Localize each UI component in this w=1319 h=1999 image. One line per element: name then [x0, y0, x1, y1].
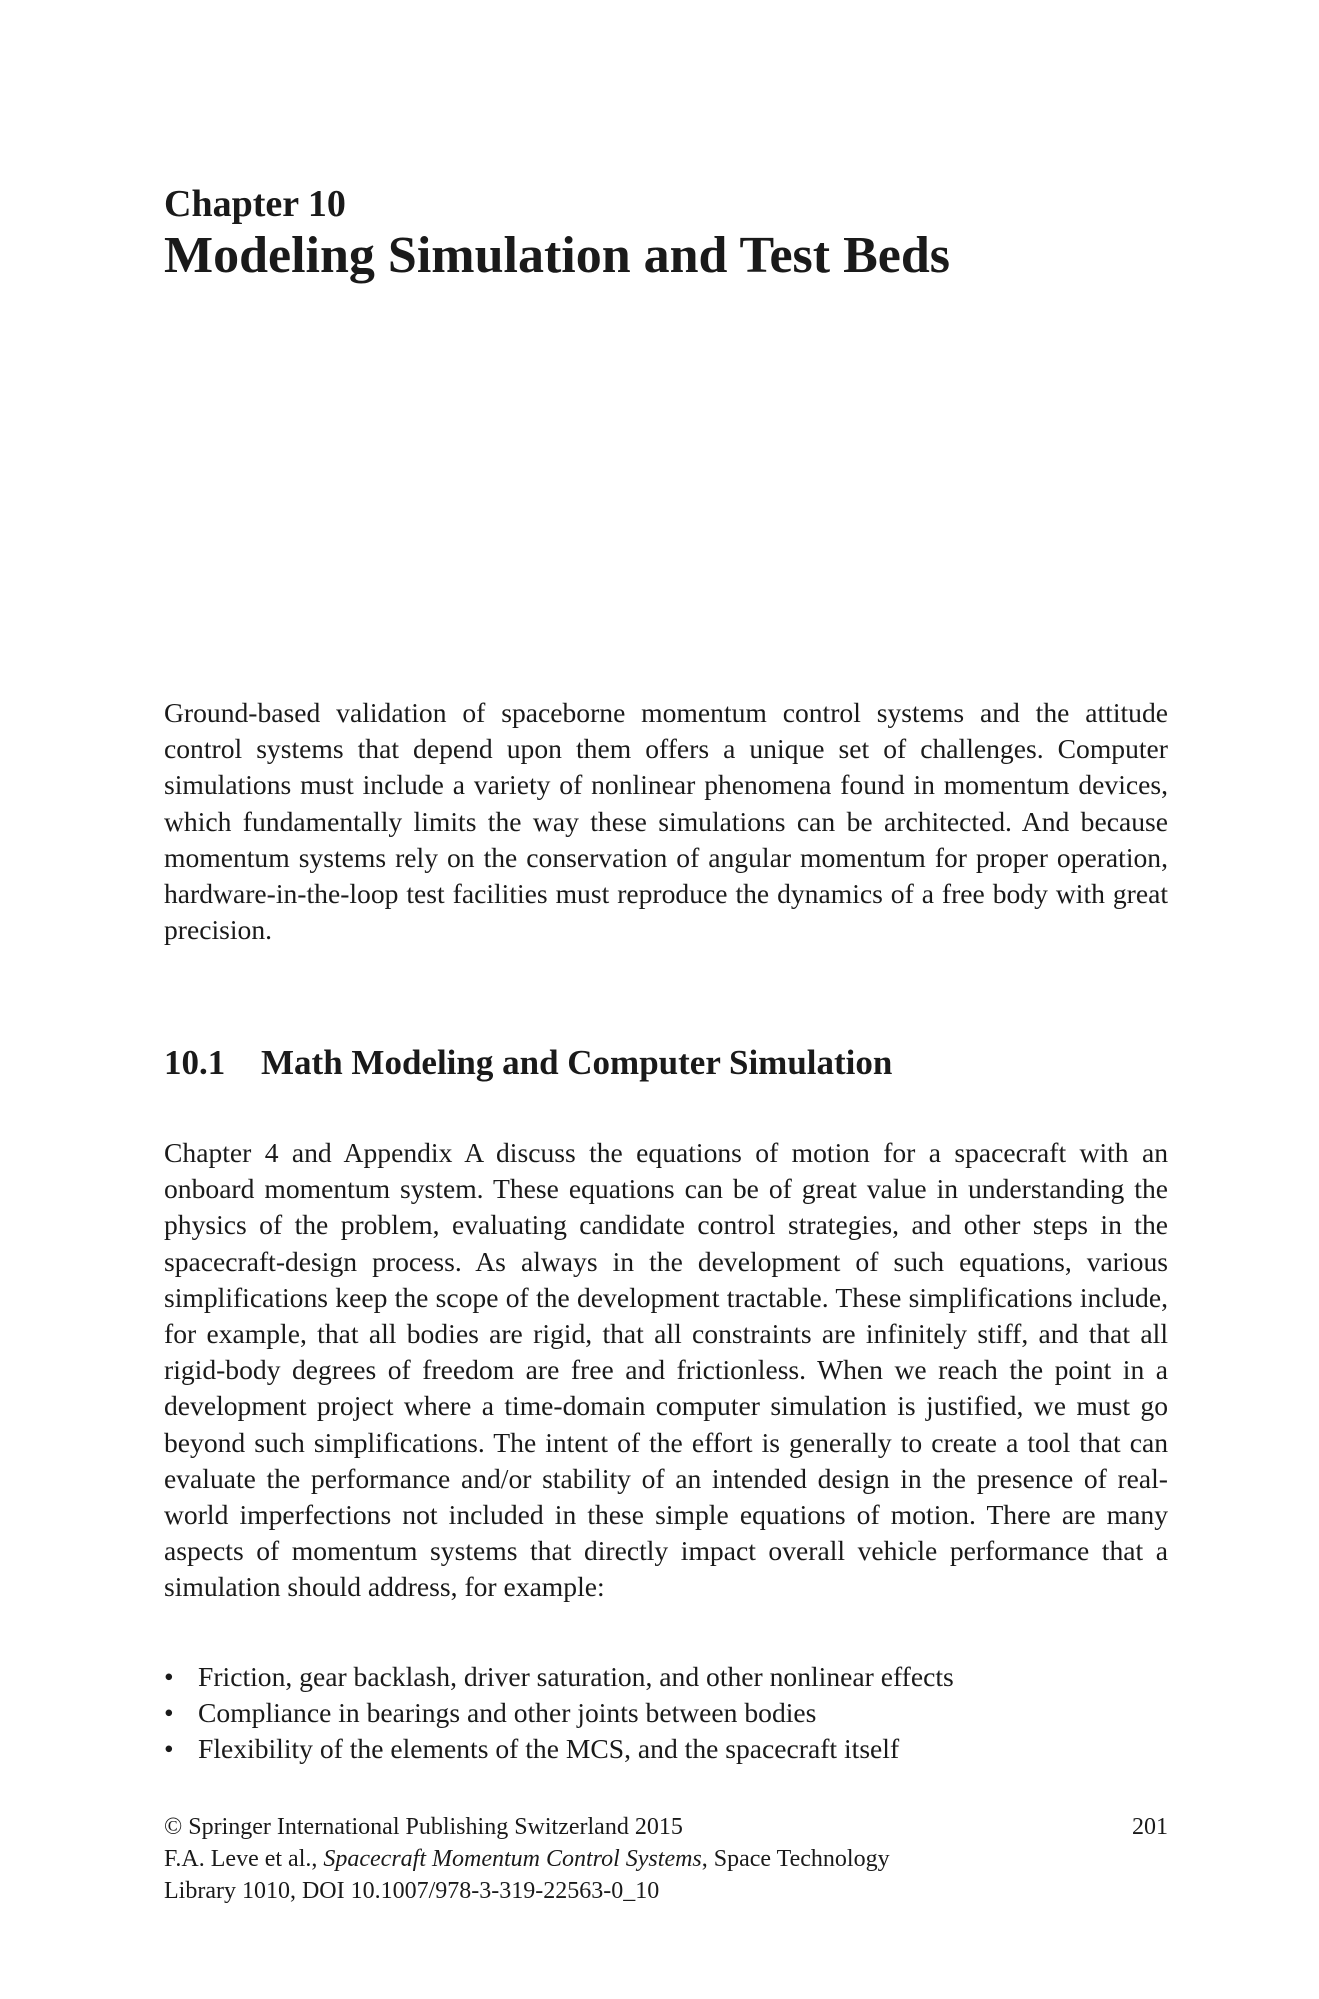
bullet-icon: •	[164, 1661, 174, 1692]
bullet-text: Compliance in bearings and other joints between bodies	[198, 1697, 817, 1729]
citation-series: , Space Technology	[701, 1846, 890, 1872]
chapter-title: Modeling Simulation and Test Beds	[164, 227, 950, 284]
bullet-item	[164, 1659, 1168, 1695]
bullet-text: Flexibility of the elements of the MCS, and the spacecraft itself	[198, 1733, 900, 1765]
citation-book-title: Spacecraft Momentum Control Systems	[323, 1846, 702, 1872]
citation-line	[164, 1843, 1168, 1875]
doi-line: Library 1010, DOI 10.1007/978-3-319-22563-0_10	[164, 1878, 660, 1904]
section-title: Math Modeling and Computer Simulation	[261, 1043, 893, 1082]
intro-paragraph: Ground-based validation of spaceborne momentum control systems and the attitude control systems that depend upon them offers a unique set of challenges. Computer simulations must include a variety of nonlinear phenomena found in momentum devices, which fundamentally limits the way these simulations can be architected. And because momentum systems rely on the conservation of angular momentum for proper operation, hardware-in-the-loop test facilities must reproduce the dynamics of a free body with great precision.	[164, 697, 1168, 946]
bullet-icon: •	[164, 1697, 174, 1729]
bullet-item	[164, 1695, 1168, 1731]
section-heading	[164, 1041, 892, 1085]
chapter-label: Chapter 10	[164, 183, 346, 225]
page-footer	[164, 1811, 1168, 1907]
citation-authors: F.A. Leve et al.,	[164, 1846, 324, 1872]
section-paragraph: Chapter 4 and Appendix A discuss the equations of motion for a spacecraft with an onboard momentum system. These equations can be of great value in understanding the physics of the problem, evaluating candidate control strategies, and other steps in the spacecraft-design process. As always in the development of such equations, various simplifications keep the scope of the development tractable. These simplifications include, for example, that all bodies are rigid, that all constraints are infinitely stiff, and that all rigid-body degrees of freedom are free and frictionless. When we reach the point in a development project where a time-domain computer simulation is justified, we must go beyond such simplifications. The intent of the effort is generally to create a tool that can evaluate the performance and/or stability of an intended design in the presence of real-world imperfections not included in these simple equations of motion. There are many aspects of momentum systems that directly impact overall vehicle performance that a simulation should address, for example:	[164, 1137, 1168, 1603]
page-number: 201	[1132, 1814, 1168, 1840]
bullet-list	[164, 1659, 1168, 1768]
section-number: 10.1	[164, 1043, 226, 1082]
bullet-icon: •	[164, 1733, 174, 1765]
copyright-line: © Springer International Publishing Switzerland 2015	[164, 1814, 683, 1840]
bullet-item	[164, 1731, 1168, 1767]
bullet-text: Friction, gear backlash, driver saturation, and other nonlinear effects	[198, 1661, 954, 1692]
